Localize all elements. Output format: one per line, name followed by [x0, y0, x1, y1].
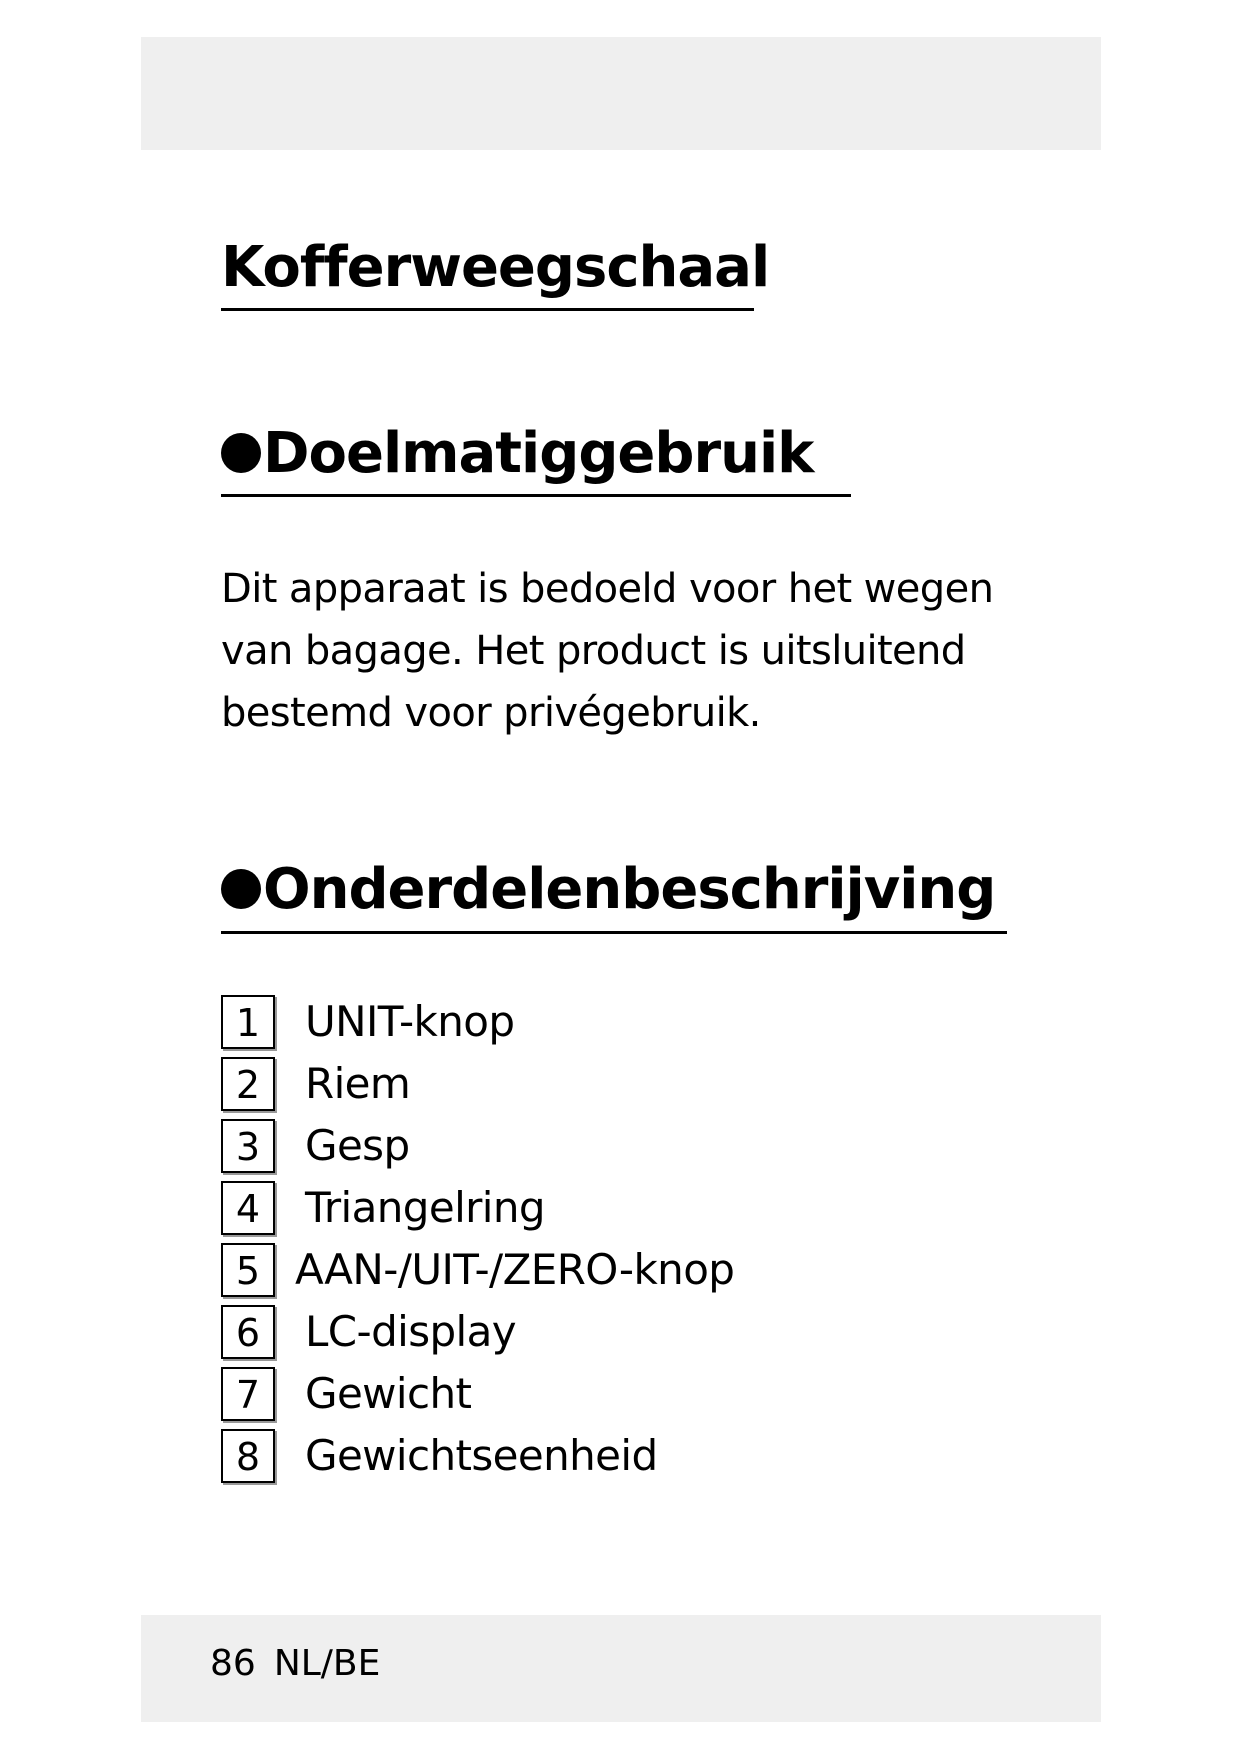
part-label: Gesp [305, 1121, 410, 1170]
bullet-icon [221, 433, 261, 473]
section-heading-intended-use [221, 421, 814, 486]
bullet-icon [221, 869, 261, 909]
language-code: NL/BE [273, 1643, 381, 1684]
part-label: Gewicht [305, 1369, 472, 1418]
part-label: AAN-/UIT-/ZERO-knop [295, 1245, 735, 1294]
part-number: 3 [221, 1119, 275, 1173]
section-heading-label: Onderdelenbeschrijving [263, 857, 996, 922]
header-bar [141, 37, 1101, 150]
section-heading-label: Doelmatiggebruik [263, 421, 814, 486]
paragraph-line: bestemd voor privégebruik. [221, 690, 761, 736]
part-number: 6 [221, 1305, 275, 1359]
page-number: 86 [210, 1643, 256, 1684]
part-number: 1 [221, 995, 275, 1049]
part-label: LC-display [305, 1307, 517, 1356]
part-number: 2 [221, 1057, 275, 1111]
intended-use-paragraph [221, 558, 1041, 744]
part-label: Gewichtseenheid [305, 1431, 658, 1480]
part-number: 7 [221, 1367, 275, 1421]
part-number: 8 [221, 1429, 275, 1483]
title-underline [221, 308, 754, 311]
page-footer [210, 1643, 380, 1684]
part-number: 4 [221, 1181, 275, 1235]
paragraph-line: Dit apparaat is bedoeld voor het wegen [221, 566, 994, 612]
part-label: Riem [305, 1059, 411, 1108]
paragraph-line: van bagage. Het product is uitsluitend [221, 628, 966, 674]
part-label: UNIT-knop [305, 997, 515, 1046]
document-title: Kofferweegschaal [221, 235, 770, 300]
section-underline [221, 494, 851, 497]
section-heading-parts [221, 857, 996, 922]
section-underline [221, 931, 1007, 934]
part-label: Triangelring [305, 1183, 545, 1232]
part-number: 5 [221, 1243, 275, 1297]
